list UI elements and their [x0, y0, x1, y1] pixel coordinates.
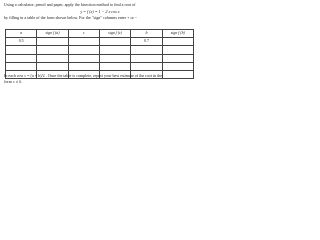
- intro-text: Using a calculator, pencil and paper, apply the bisection method to find a root of: [4, 2, 136, 7]
- table-cell: [99, 62, 130, 70]
- footer-text-line2: form c ± δ.: [4, 79, 23, 84]
- col-header-a: a: [6, 30, 37, 38]
- table-cell: [131, 54, 162, 62]
- col-header-sign-fa: sign f (a): [37, 30, 68, 38]
- col-header-b: b: [131, 30, 162, 38]
- col-header-c: c: [68, 30, 99, 38]
- table-cell: [162, 38, 193, 46]
- table-cell: [68, 62, 99, 70]
- table-cell: [6, 62, 37, 70]
- table-cell: [37, 38, 68, 46]
- table-cell: [99, 46, 130, 54]
- table-row: [6, 46, 194, 54]
- worksheet-page: [0, 0, 200, 90]
- table-cell: [37, 54, 68, 62]
- table-cell: [6, 54, 37, 62]
- table-cell: [99, 54, 130, 62]
- table-cell: [68, 38, 99, 46]
- instruction-text: by filling in a table of the form shown below. For the "sign" columns enter + or −: [4, 15, 138, 20]
- table-cell: [68, 54, 99, 62]
- table-header-row: [6, 30, 194, 38]
- table-cell: [162, 62, 193, 70]
- table-cell: [37, 46, 68, 54]
- col-header-sign-fb: sign f (b): [162, 30, 193, 38]
- table-cell: [37, 62, 68, 70]
- table-cell: 0.5: [6, 38, 37, 46]
- table-cell: 0.7: [131, 38, 162, 46]
- table-cell: [131, 46, 162, 54]
- bisection-table: [5, 29, 194, 79]
- table-row: [6, 62, 194, 70]
- table-cell: [162, 46, 193, 54]
- equation: y = f (x) = 1 − 2 x cos x: [80, 9, 120, 14]
- table-cell: [99, 38, 130, 46]
- table-cell: [6, 46, 37, 54]
- table-row: [6, 38, 194, 46]
- table-cell: [68, 46, 99, 54]
- footer-text-line1: In each row c = (a + b)/2 . Once the table is complete, report your best estimate of the root in the: [4, 73, 163, 78]
- table-row: [6, 54, 194, 62]
- table-cell: [162, 54, 193, 62]
- table-cell: [162, 70, 193, 78]
- col-header-sign-fc: sign f (c): [99, 30, 130, 38]
- table-cell: [131, 62, 162, 70]
